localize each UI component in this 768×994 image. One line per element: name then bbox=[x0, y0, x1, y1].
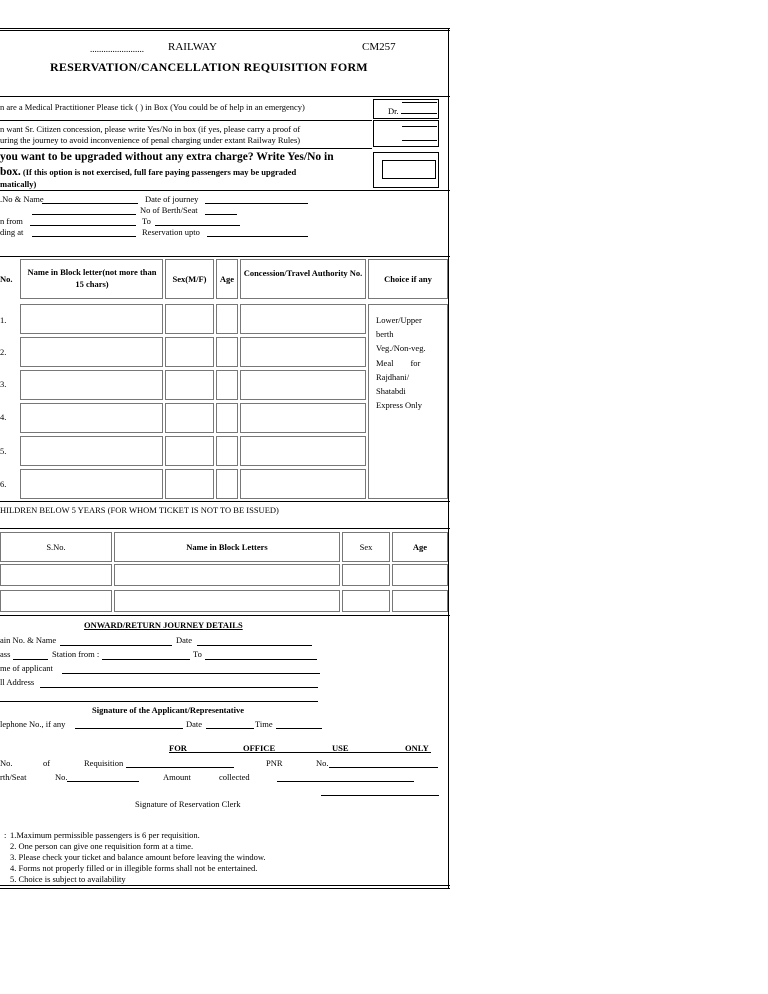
office-requisition-label: Requisition bbox=[84, 758, 124, 768]
office-collected-label: collected bbox=[219, 772, 250, 782]
row-sno-5: 5. bbox=[0, 446, 7, 456]
header-name: Name in Block letter(not more than 15 chars) bbox=[27, 267, 157, 289]
date-input[interactable] bbox=[205, 203, 308, 204]
row-4-sex[interactable] bbox=[165, 403, 214, 433]
onward-time-input[interactable] bbox=[276, 728, 322, 729]
senior-section-top bbox=[0, 120, 372, 121]
from-label: n from bbox=[0, 216, 23, 226]
boarding-input[interactable] bbox=[32, 236, 136, 237]
notes-colon: : bbox=[4, 830, 7, 840]
onward-applicant-label: me of applicant bbox=[0, 663, 53, 673]
upto-label: Reservation upto bbox=[142, 227, 200, 237]
office-of-label: of bbox=[43, 758, 51, 768]
onward-signature-label: Signature of the Applicant/Representative bbox=[92, 705, 244, 715]
train-input[interactable] bbox=[42, 203, 138, 204]
onward-title: ONWARD/RETURN JOURNEY DETAILS bbox=[84, 620, 243, 630]
senior-question-line2: uring the journey to avoid inconvenience of penal charging under extant Railway Rules) bbox=[0, 135, 301, 145]
child-row-1-sno[interactable] bbox=[0, 564, 112, 586]
office-no-label: No. bbox=[0, 758, 13, 768]
onward-train-input[interactable] bbox=[60, 645, 172, 646]
onward-section-top bbox=[0, 615, 450, 616]
onward-address-label: ll Address bbox=[0, 677, 35, 687]
header-concession: Concession/Travel Authority No. bbox=[243, 268, 363, 278]
row-6-name[interactable] bbox=[20, 469, 163, 499]
onward-class-input[interactable] bbox=[13, 659, 48, 660]
row-4-concession[interactable] bbox=[240, 403, 366, 433]
child-row-2-name[interactable] bbox=[114, 590, 340, 612]
row-1-age[interactable] bbox=[216, 304, 238, 334]
train-label: .No & Name bbox=[0, 194, 44, 204]
note-item: 3. Please check your ticket and balance amount before leaving the window. bbox=[10, 852, 266, 862]
child-row-2-sno[interactable] bbox=[0, 590, 112, 612]
onward-applicant-input[interactable] bbox=[62, 673, 320, 674]
senior-question-line1: n want Sr. Citizen concession, please write Yes/No in box (if yes, please carry a proof of bbox=[0, 124, 301, 134]
office-pnr-input[interactable] bbox=[329, 767, 438, 768]
child-row-1-name[interactable] bbox=[114, 564, 340, 586]
row-2-sex[interactable] bbox=[165, 337, 214, 367]
upgrade-box-word: box. bbox=[0, 166, 21, 178]
choice-line: Shatabdi bbox=[376, 386, 406, 397]
header-sex: Sex(M/F) bbox=[172, 274, 207, 284]
child-row-1-sex[interactable] bbox=[342, 564, 390, 586]
upgrade-question-line1: you want to be upgraded without any extra charge? Write Yes/No in bbox=[0, 151, 334, 163]
office-only: ONLY bbox=[405, 743, 429, 753]
onward-phone-input[interactable] bbox=[75, 728, 183, 729]
office-pnr-label: PNR bbox=[266, 758, 283, 768]
medical-dr-label: Dr. bbox=[388, 106, 399, 116]
row-2-name[interactable] bbox=[20, 337, 163, 367]
senior-box[interactable] bbox=[373, 120, 439, 147]
row-5-sex[interactable] bbox=[165, 436, 214, 466]
onward-date-label: Date bbox=[176, 635, 193, 645]
office-for: FOR bbox=[169, 743, 187, 753]
office-berth-label: rth/Seat bbox=[0, 772, 27, 782]
row-sno-4: 4. bbox=[0, 412, 7, 422]
form-top-border bbox=[0, 28, 450, 29]
office-clerk-signature: Signature of Reservation Clerk bbox=[135, 799, 241, 809]
office-amount-label: Amount bbox=[163, 772, 191, 782]
row-4-name[interactable] bbox=[20, 403, 163, 433]
children-section-top bbox=[0, 501, 450, 502]
row-6-sex[interactable] bbox=[165, 469, 214, 499]
row-sno-1: 1. bbox=[0, 315, 7, 325]
form-code: CM257 bbox=[362, 41, 396, 53]
onward-train-label: ain No. & Name bbox=[0, 635, 57, 645]
note-item: 2. One person can give one requisition form at a time. bbox=[10, 841, 194, 851]
row-5-concession[interactable] bbox=[240, 436, 366, 466]
railway-prefix: ........................ bbox=[90, 44, 144, 54]
upgrade-question-line3: matically) bbox=[0, 179, 37, 189]
upgrade-section-bottom bbox=[0, 190, 450, 191]
train-input-2[interactable] bbox=[32, 214, 136, 215]
row-4-age[interactable] bbox=[216, 403, 238, 433]
notes-list bbox=[10, 830, 266, 885]
row-3-age[interactable] bbox=[216, 370, 238, 400]
office-heading-underline bbox=[169, 752, 431, 753]
form-bottom-border bbox=[0, 885, 450, 886]
header-choice: Choice if any bbox=[384, 274, 432, 284]
senior-input[interactable] bbox=[402, 140, 437, 141]
office-use: USE bbox=[332, 743, 349, 753]
onward-station-input[interactable] bbox=[102, 659, 190, 660]
header-sno: No. bbox=[0, 274, 13, 284]
berth-label: No of Berth/Seat bbox=[140, 205, 198, 215]
railway-label: RAILWAY bbox=[168, 41, 217, 53]
onward-station-label: Station from : bbox=[52, 649, 100, 659]
row-2-concession[interactable] bbox=[240, 337, 366, 367]
row-6-age[interactable] bbox=[216, 469, 238, 499]
onward-date-input[interactable] bbox=[197, 645, 312, 646]
choice-line: Rajdhani/ bbox=[376, 371, 410, 382]
row-sno-2: 2. bbox=[0, 347, 7, 357]
children-title-bottom bbox=[0, 528, 450, 529]
note-item: 1.Maximum permissible passengers is 6 per requisition. bbox=[10, 830, 200, 840]
medical-dr-input-top bbox=[402, 102, 437, 103]
child-header-age: Age bbox=[412, 542, 428, 552]
form-title: RESERVATION/CANCELLATION REQUISITION FORM bbox=[50, 60, 368, 74]
row-sno-6: 6. bbox=[0, 479, 7, 489]
question-section-top bbox=[0, 96, 450, 97]
onward-phone-label: lephone No., if any bbox=[0, 719, 66, 729]
from-input[interactable] bbox=[30, 225, 136, 226]
form-top-border-inner bbox=[0, 30, 450, 31]
child-row-2-sex[interactable] bbox=[342, 590, 390, 612]
choice-line: Meal for bbox=[376, 357, 421, 368]
child-header-name: Name in Block Letters bbox=[186, 542, 268, 552]
row-1-name[interactable] bbox=[20, 304, 163, 334]
form-bottom-border-inner bbox=[0, 888, 450, 889]
row-5-age[interactable] bbox=[216, 436, 238, 466]
choice-line: Express Only bbox=[376, 400, 423, 411]
onward-to-input[interactable] bbox=[205, 659, 317, 660]
row-3-name[interactable] bbox=[20, 370, 163, 400]
row-3-sex[interactable] bbox=[165, 370, 214, 400]
child-header-sex: Sex bbox=[359, 542, 373, 552]
boarding-label: ding at bbox=[0, 227, 24, 237]
child-header-sno: S.No. bbox=[46, 542, 66, 552]
office-amount-input[interactable] bbox=[277, 781, 414, 782]
onward-time-label: Time bbox=[255, 719, 273, 729]
onward-class-label: ass bbox=[0, 649, 11, 659]
onward-address-input[interactable] bbox=[40, 687, 318, 688]
upgrade-question-line2 bbox=[0, 166, 296, 178]
choice-line: berth bbox=[376, 329, 394, 340]
child-row-1-age[interactable] bbox=[392, 564, 448, 586]
office-office: OFFICE bbox=[243, 743, 276, 753]
choice-line: Lower/Upper bbox=[376, 315, 422, 325]
onward-date2-input[interactable] bbox=[206, 728, 254, 729]
note-item: 5. Choice is subject to availability bbox=[10, 874, 126, 884]
upgrade-section-top bbox=[0, 148, 372, 149]
row-sno-3: 3. bbox=[0, 379, 7, 389]
form-right-border bbox=[448, 28, 449, 889]
children-title: HILDREN BELOW 5 YEARS (FOR WHOM TICKET IS NOT TO BE ISSUED) bbox=[0, 505, 279, 515]
office-pnr-no-label: No. bbox=[316, 758, 329, 768]
office-berth-input[interactable] bbox=[67, 781, 139, 782]
onward-address-input-2[interactable] bbox=[0, 701, 318, 702]
date-label: Date of journey bbox=[145, 194, 199, 204]
row-3-concession[interactable] bbox=[240, 370, 366, 400]
onward-date2-label: Date bbox=[186, 719, 203, 729]
upgrade-input-box[interactable] bbox=[382, 160, 436, 179]
onward-to-label: To bbox=[193, 649, 202, 659]
row-6-concession[interactable] bbox=[240, 469, 366, 499]
medical-question: n are a Medical Practitioner Please tick ( ) in Box (You could be of help in an emergency) bbox=[0, 102, 305, 112]
choice-text bbox=[376, 313, 442, 412]
to-label: To bbox=[142, 216, 151, 226]
senior-input-top bbox=[402, 126, 437, 127]
row-2-age[interactable] bbox=[216, 337, 238, 367]
header-age: Age bbox=[219, 274, 235, 284]
row-1-concession[interactable] bbox=[240, 304, 366, 334]
office-requisition-input[interactable] bbox=[126, 767, 234, 768]
child-row-2-age[interactable] bbox=[392, 590, 448, 612]
choice-line: Veg./Non-veg. bbox=[376, 343, 426, 354]
header-concession-cell bbox=[240, 259, 366, 299]
medical-dr-input[interactable] bbox=[401, 113, 437, 114]
note-item: 4. Forms not properly filled or in illegible forms shall not be entertained. bbox=[10, 863, 258, 873]
upgrade-note: (If this option is not exercised, full fare paying passengers may be upgraded bbox=[20, 167, 297, 177]
row-1-sex[interactable] bbox=[165, 304, 214, 334]
office-berth-no-label: No. bbox=[55, 772, 68, 782]
office-clerk-signature-line[interactable] bbox=[321, 795, 439, 796]
upto-input[interactable] bbox=[207, 236, 308, 237]
to-input[interactable] bbox=[155, 225, 240, 226]
passenger-table-top bbox=[0, 256, 450, 257]
berth-input[interactable] bbox=[205, 214, 237, 215]
row-5-name[interactable] bbox=[20, 436, 163, 466]
